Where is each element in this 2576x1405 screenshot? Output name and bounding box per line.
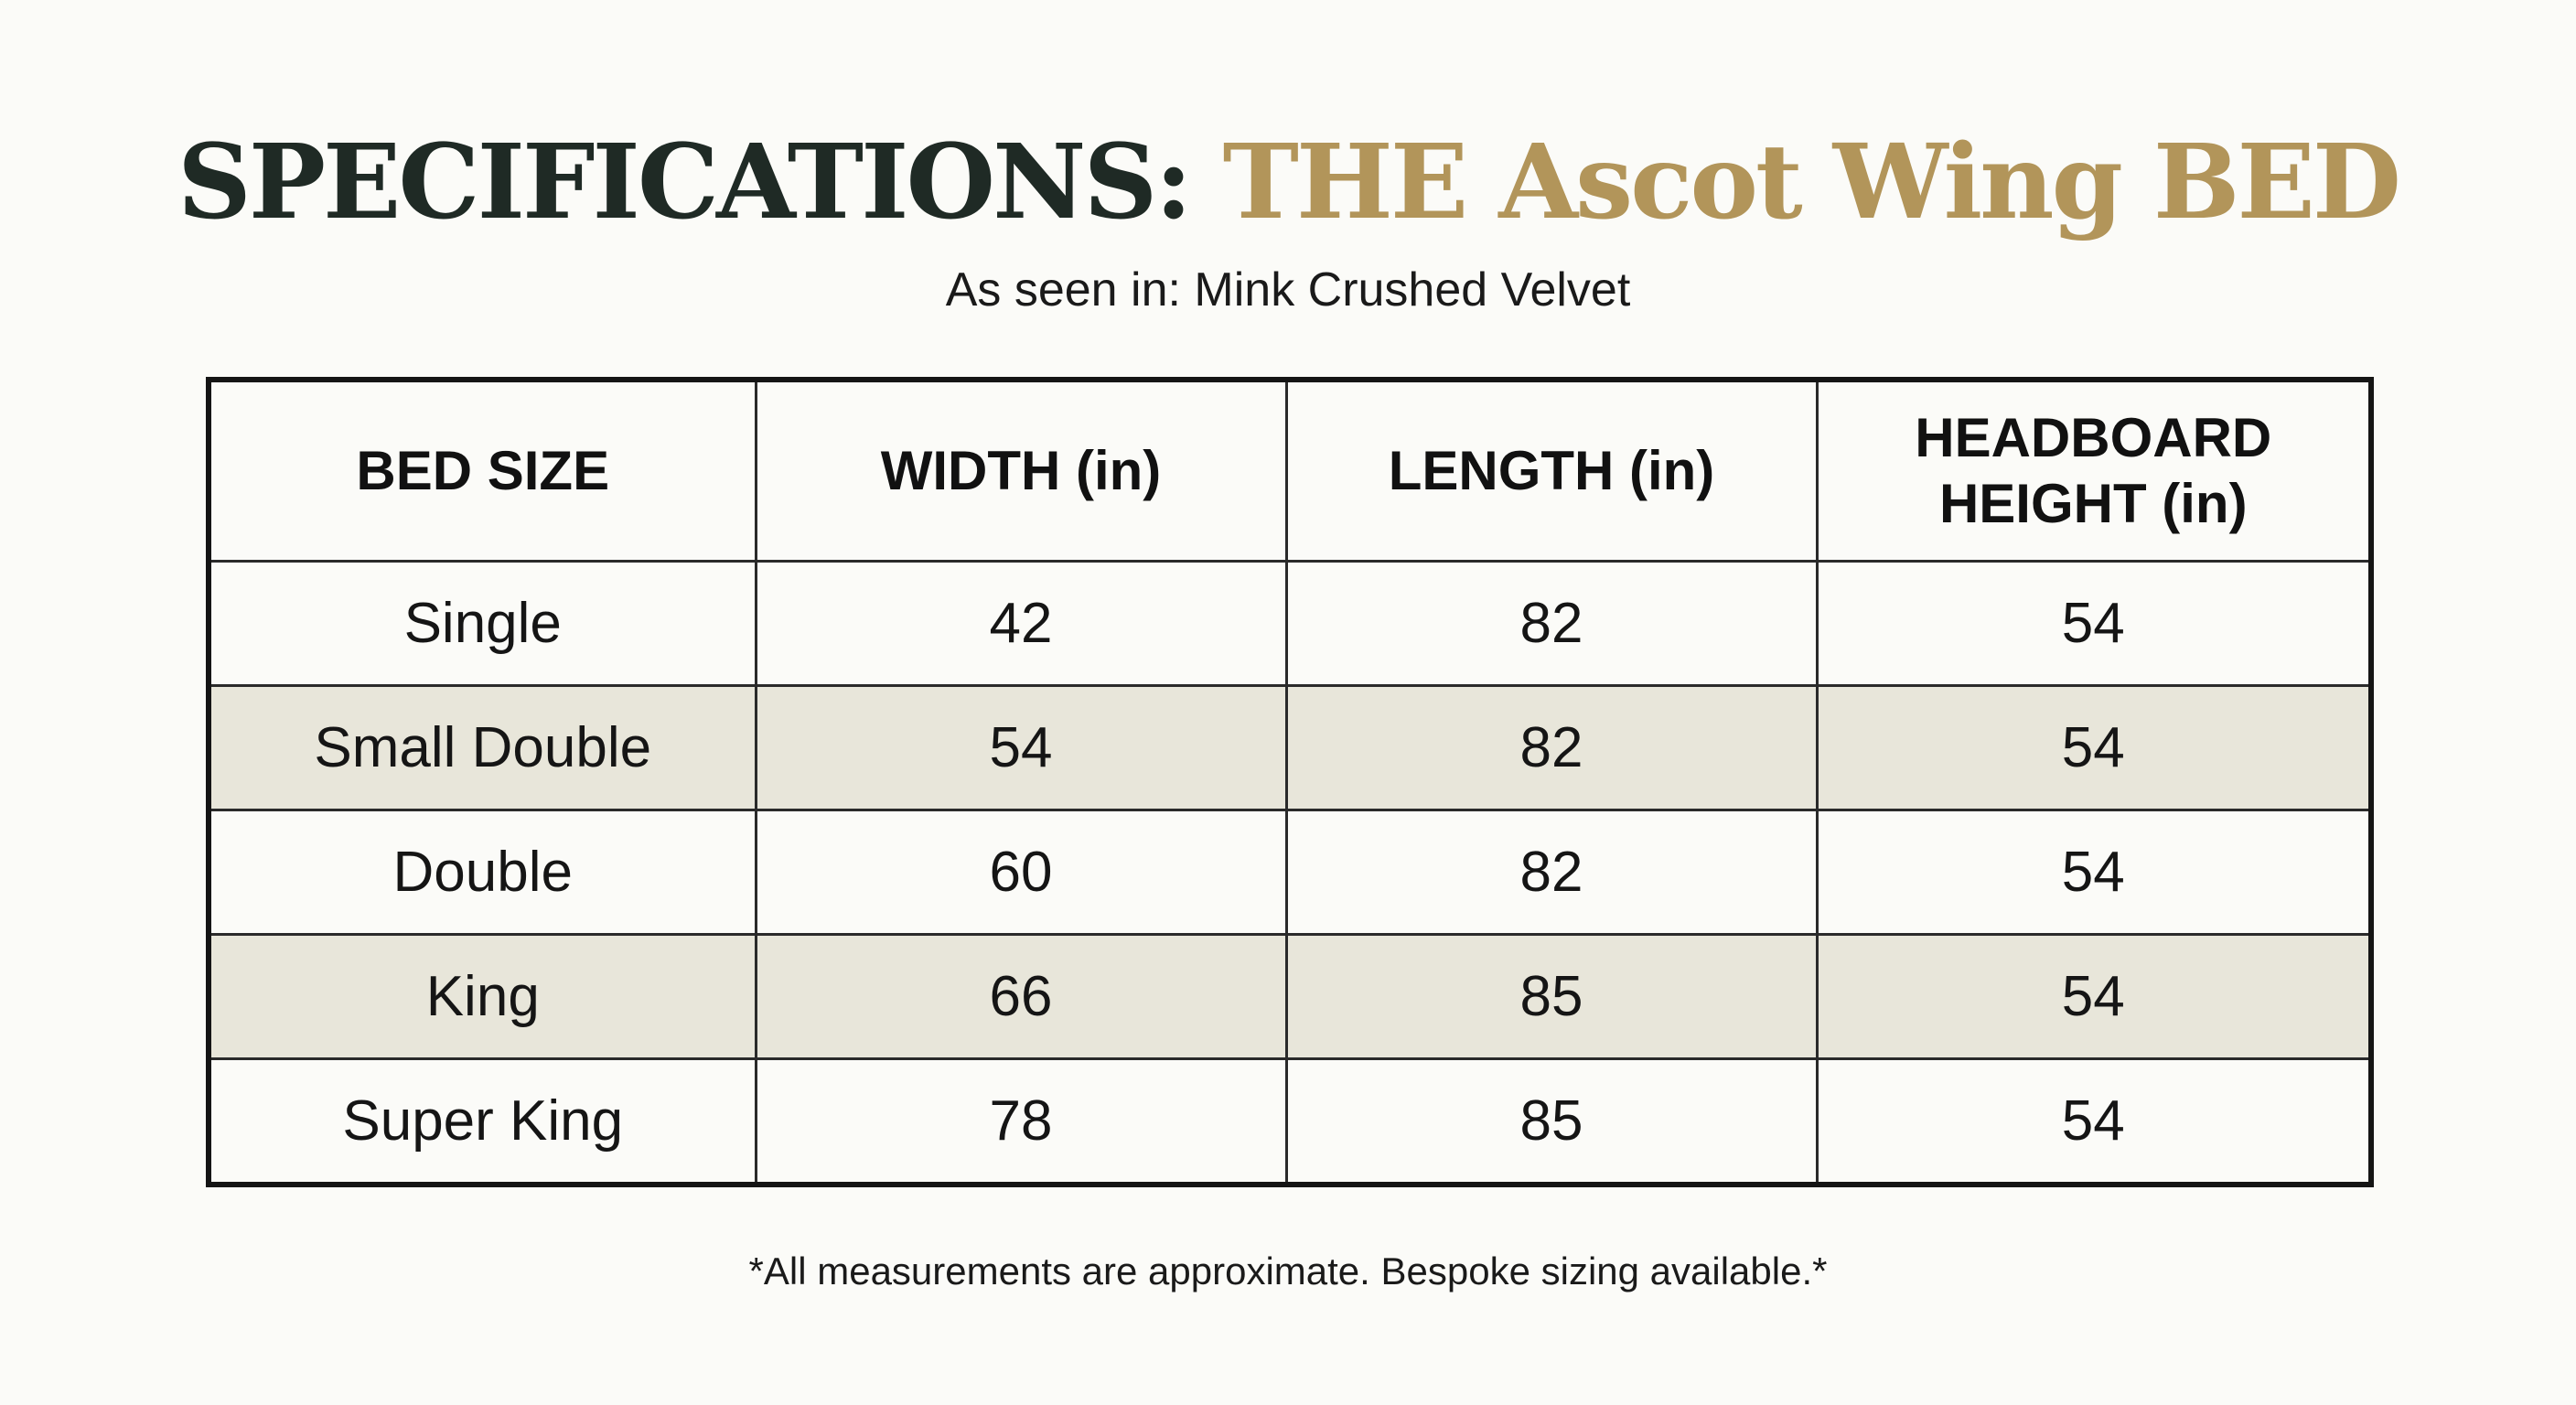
header-width: WIDTH (in) — [756, 380, 1286, 562]
table-row — [209, 562, 2371, 686]
cell-headboard-height: 54 — [1817, 562, 2371, 686]
title-prefix: SPECIFICATIONS: — [177, 123, 1190, 242]
table-header-row — [209, 380, 2371, 562]
cell-width: 60 — [756, 810, 1286, 935]
table-row — [209, 1059, 2371, 1185]
cell-length: 82 — [1286, 686, 1817, 810]
cell-length: 82 — [1286, 810, 1817, 935]
header-headboard-height: HEADBOARD HEIGHT (in) — [1817, 380, 2371, 562]
footnote: *All measurements are approximate. Bespoke sizing available.* — [748, 1249, 1828, 1292]
cell-width: 66 — [756, 935, 1286, 1059]
cell-width: 42 — [756, 562, 1286, 686]
cell-bed-size: King — [209, 935, 756, 1059]
cell-bed-size: Single — [209, 562, 756, 686]
table-row — [209, 686, 2371, 810]
cell-length: 85 — [1286, 935, 1817, 1059]
cell-length: 82 — [1286, 562, 1817, 686]
subtitle: As seen in: Mink Crushed Velvet — [945, 263, 1631, 316]
cell-headboard-height: 54 — [1817, 1059, 2371, 1185]
header-length: LENGTH (in) — [1286, 380, 1817, 562]
cell-width: 54 — [756, 686, 1286, 810]
title-product-name: THE Ascot Wing BED — [1222, 123, 2399, 242]
cell-headboard-height: 54 — [1817, 686, 2371, 810]
cell-headboard-height: 54 — [1817, 810, 2371, 935]
cell-length: 85 — [1286, 1059, 1817, 1185]
cell-width: 78 — [756, 1059, 1286, 1185]
header-bed-size: BED SIZE — [209, 380, 756, 562]
cell-bed-size: Double — [209, 810, 756, 935]
page-title — [0, 119, 2576, 247]
specifications-table — [206, 377, 2374, 1187]
table-row — [209, 935, 2371, 1059]
cell-bed-size: Small Double — [209, 686, 756, 810]
table-row — [209, 810, 2371, 935]
cell-headboard-height: 54 — [1817, 935, 2371, 1059]
cell-bed-size: Super King — [209, 1059, 756, 1185]
